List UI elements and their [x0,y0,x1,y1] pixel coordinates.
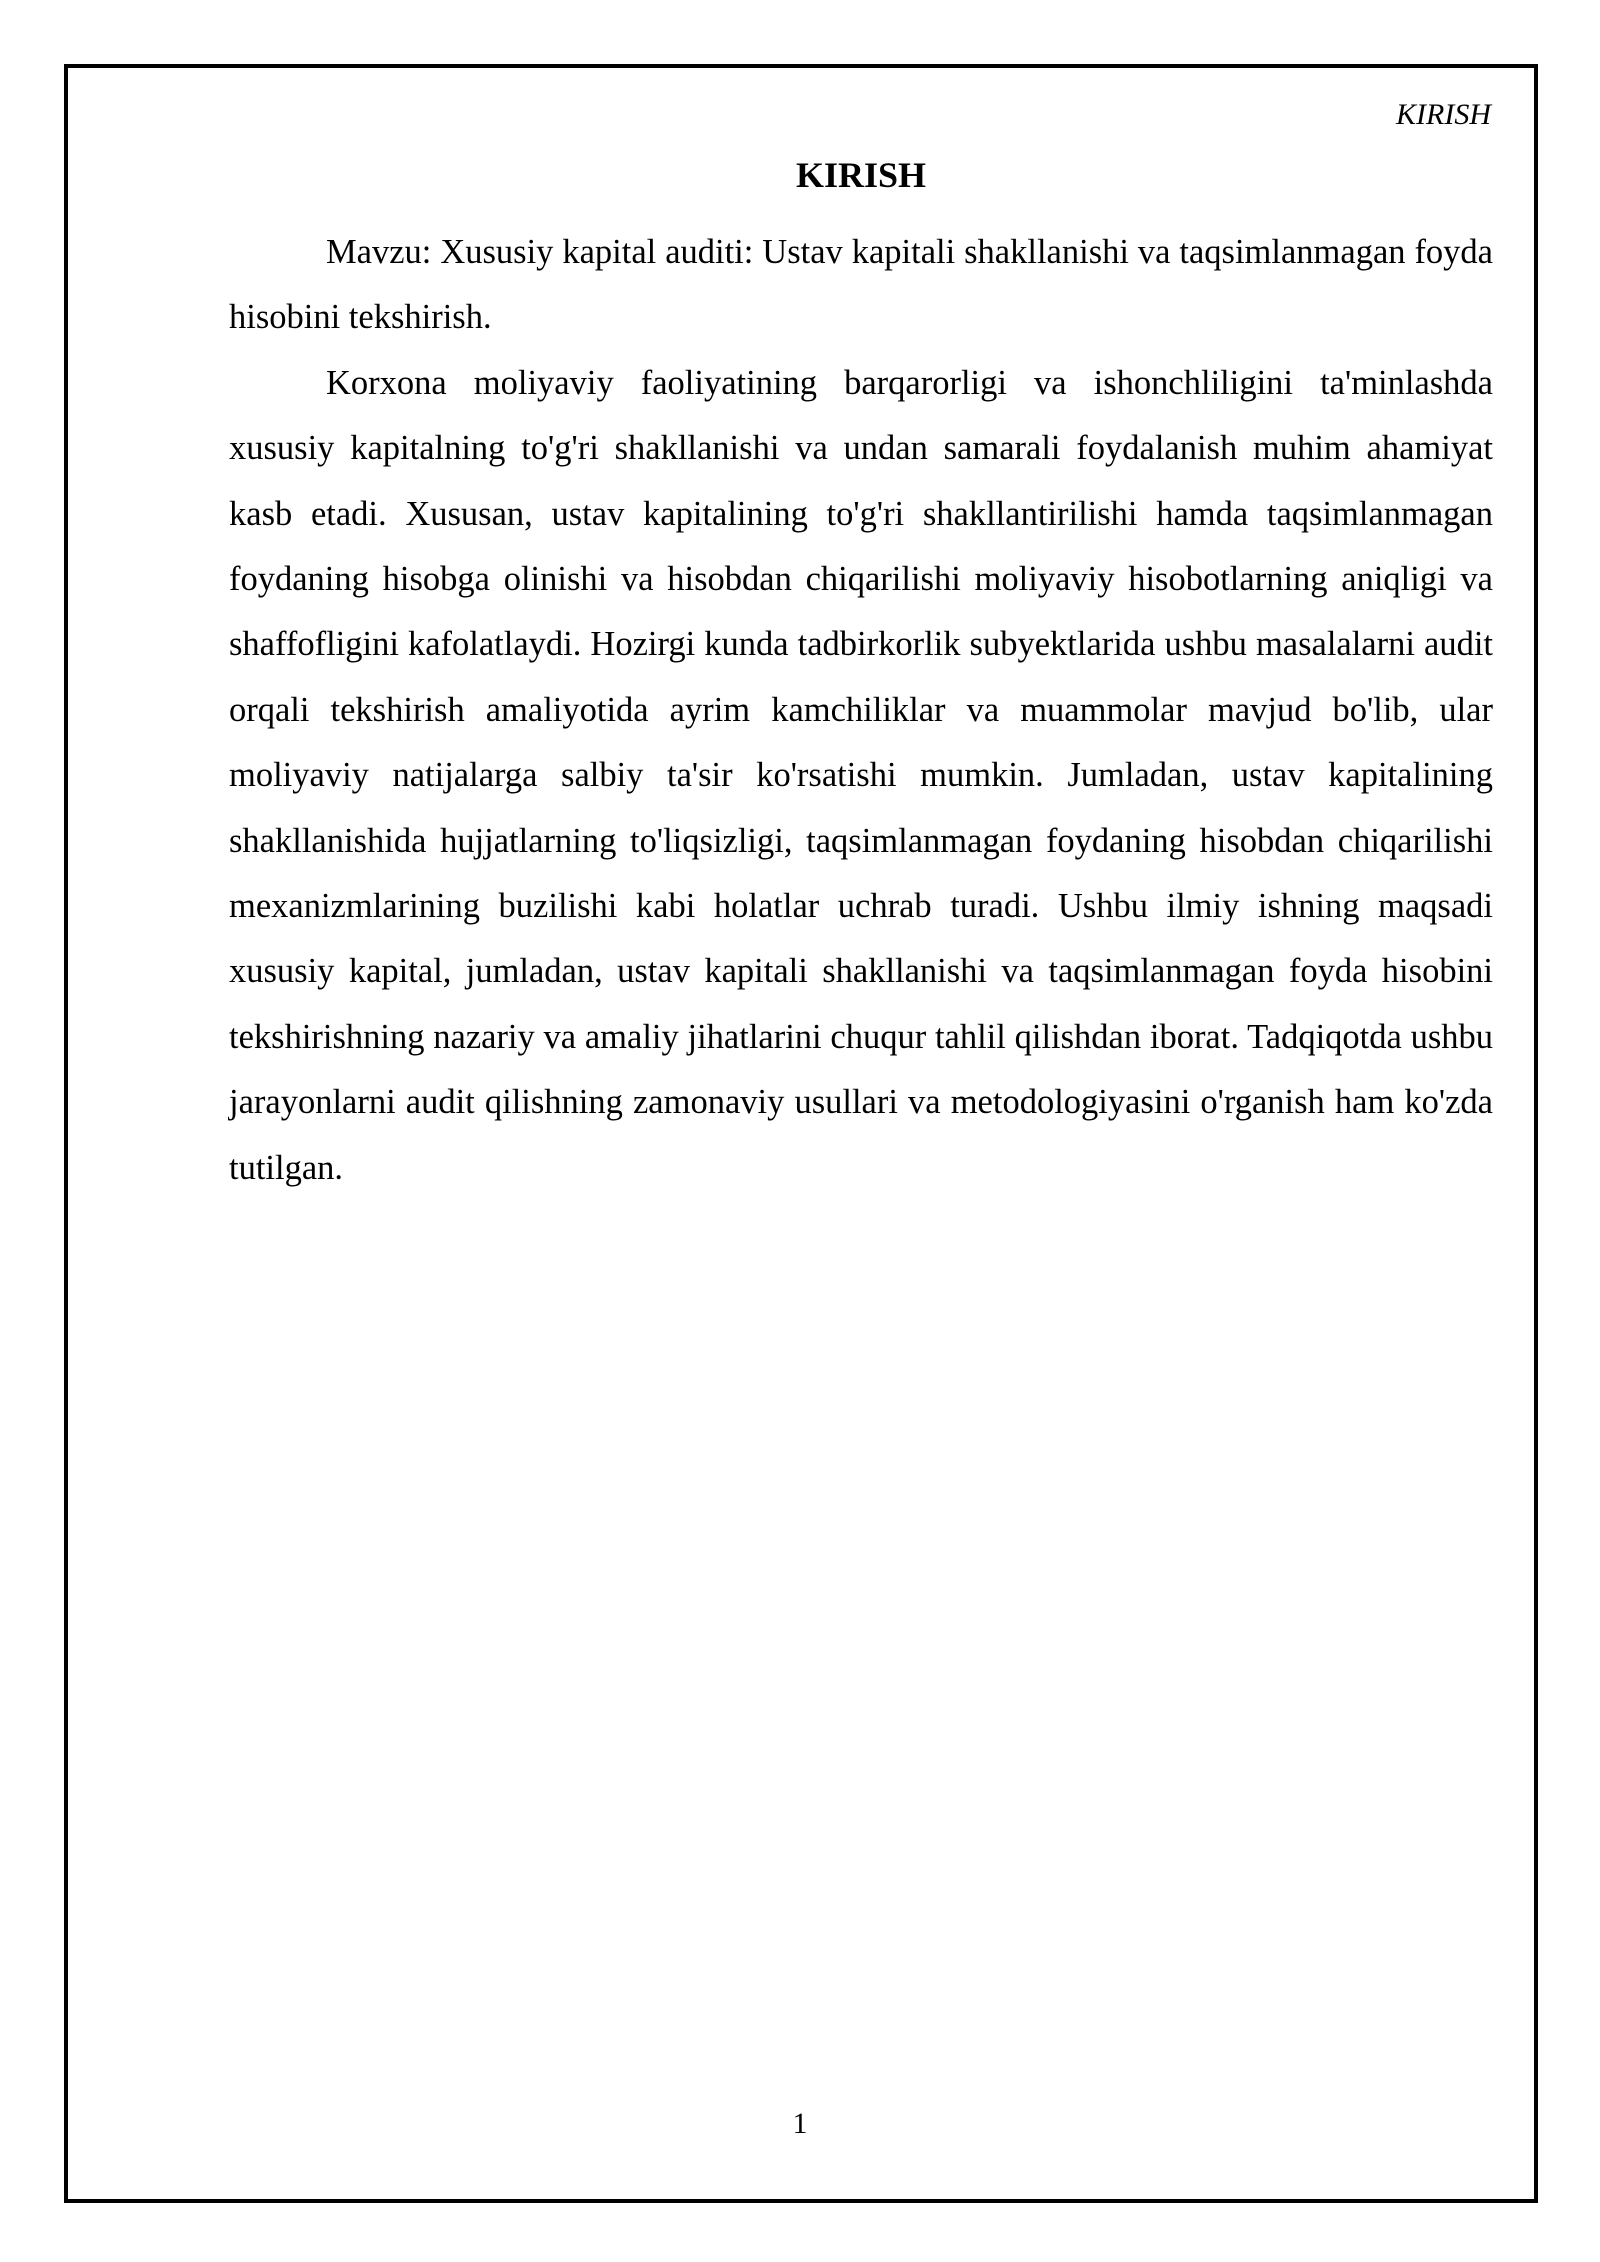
running-header: KIRISH [1396,98,1491,131]
page-number: 1 [792,2107,808,2140]
document-body [229,150,1493,1201]
topic-paragraph: Mavzu: Xususiy kapital auditi: Ustav kapitali shakllanishi va taqsimlanmagan foyda hisobini tekshirish. [229,233,1493,337]
section-heading: KIRISH [795,155,927,195]
body-paragraph: Korxona moliyaviy faoliyatining barqarorligi va ishonchliligini ta'minlashda xususiy kapitalning to'g'ri shakllanishi va undan samarali foydalanish muhim ahamiyat kasb etadi. Xususan, ustav kapitalining to'g'ri shakllantirilishi hamda taqsimlanmagan foydaning hisobga olinishi va hisobdan chiqarilishi moliyaviy hisobotlarning aniqligi va shaffofligini kafolatlaydi. Hozirgi kunda tadbirkorlik subyektlarida ushbu masalalarni audit orqali tekshirish amaliyotida ayrim kamchiliklar va muammolar mavjud bo'lib, ular moliyaviy natijalarga salbiy ta'sir ko'rsatishi mumkin. Jumladan, ustav kapitalining shakllanishida hujjatlarning to'liqsizligi, taqsimlanmagan foydaning hisobdan chiqarilishi mexanizmlarining buzilishi kabi holatlar uchrab turadi. Ushbu ilmiy ishning maqsadi xususiy kapital, jumladan, ustav kapitali shakllanishi va taqsimlanmagan foyda hisobini tekshirishning nazariy va amaliy jihatlarini chuqur tahlil qilishdan iborat. Tadqiqotda ushbu jarayonlarni audit qilishning zamonaviy usullari va metodologiyasini o'rganish ham ko'zda tutilgan. [229,363,1493,1187]
